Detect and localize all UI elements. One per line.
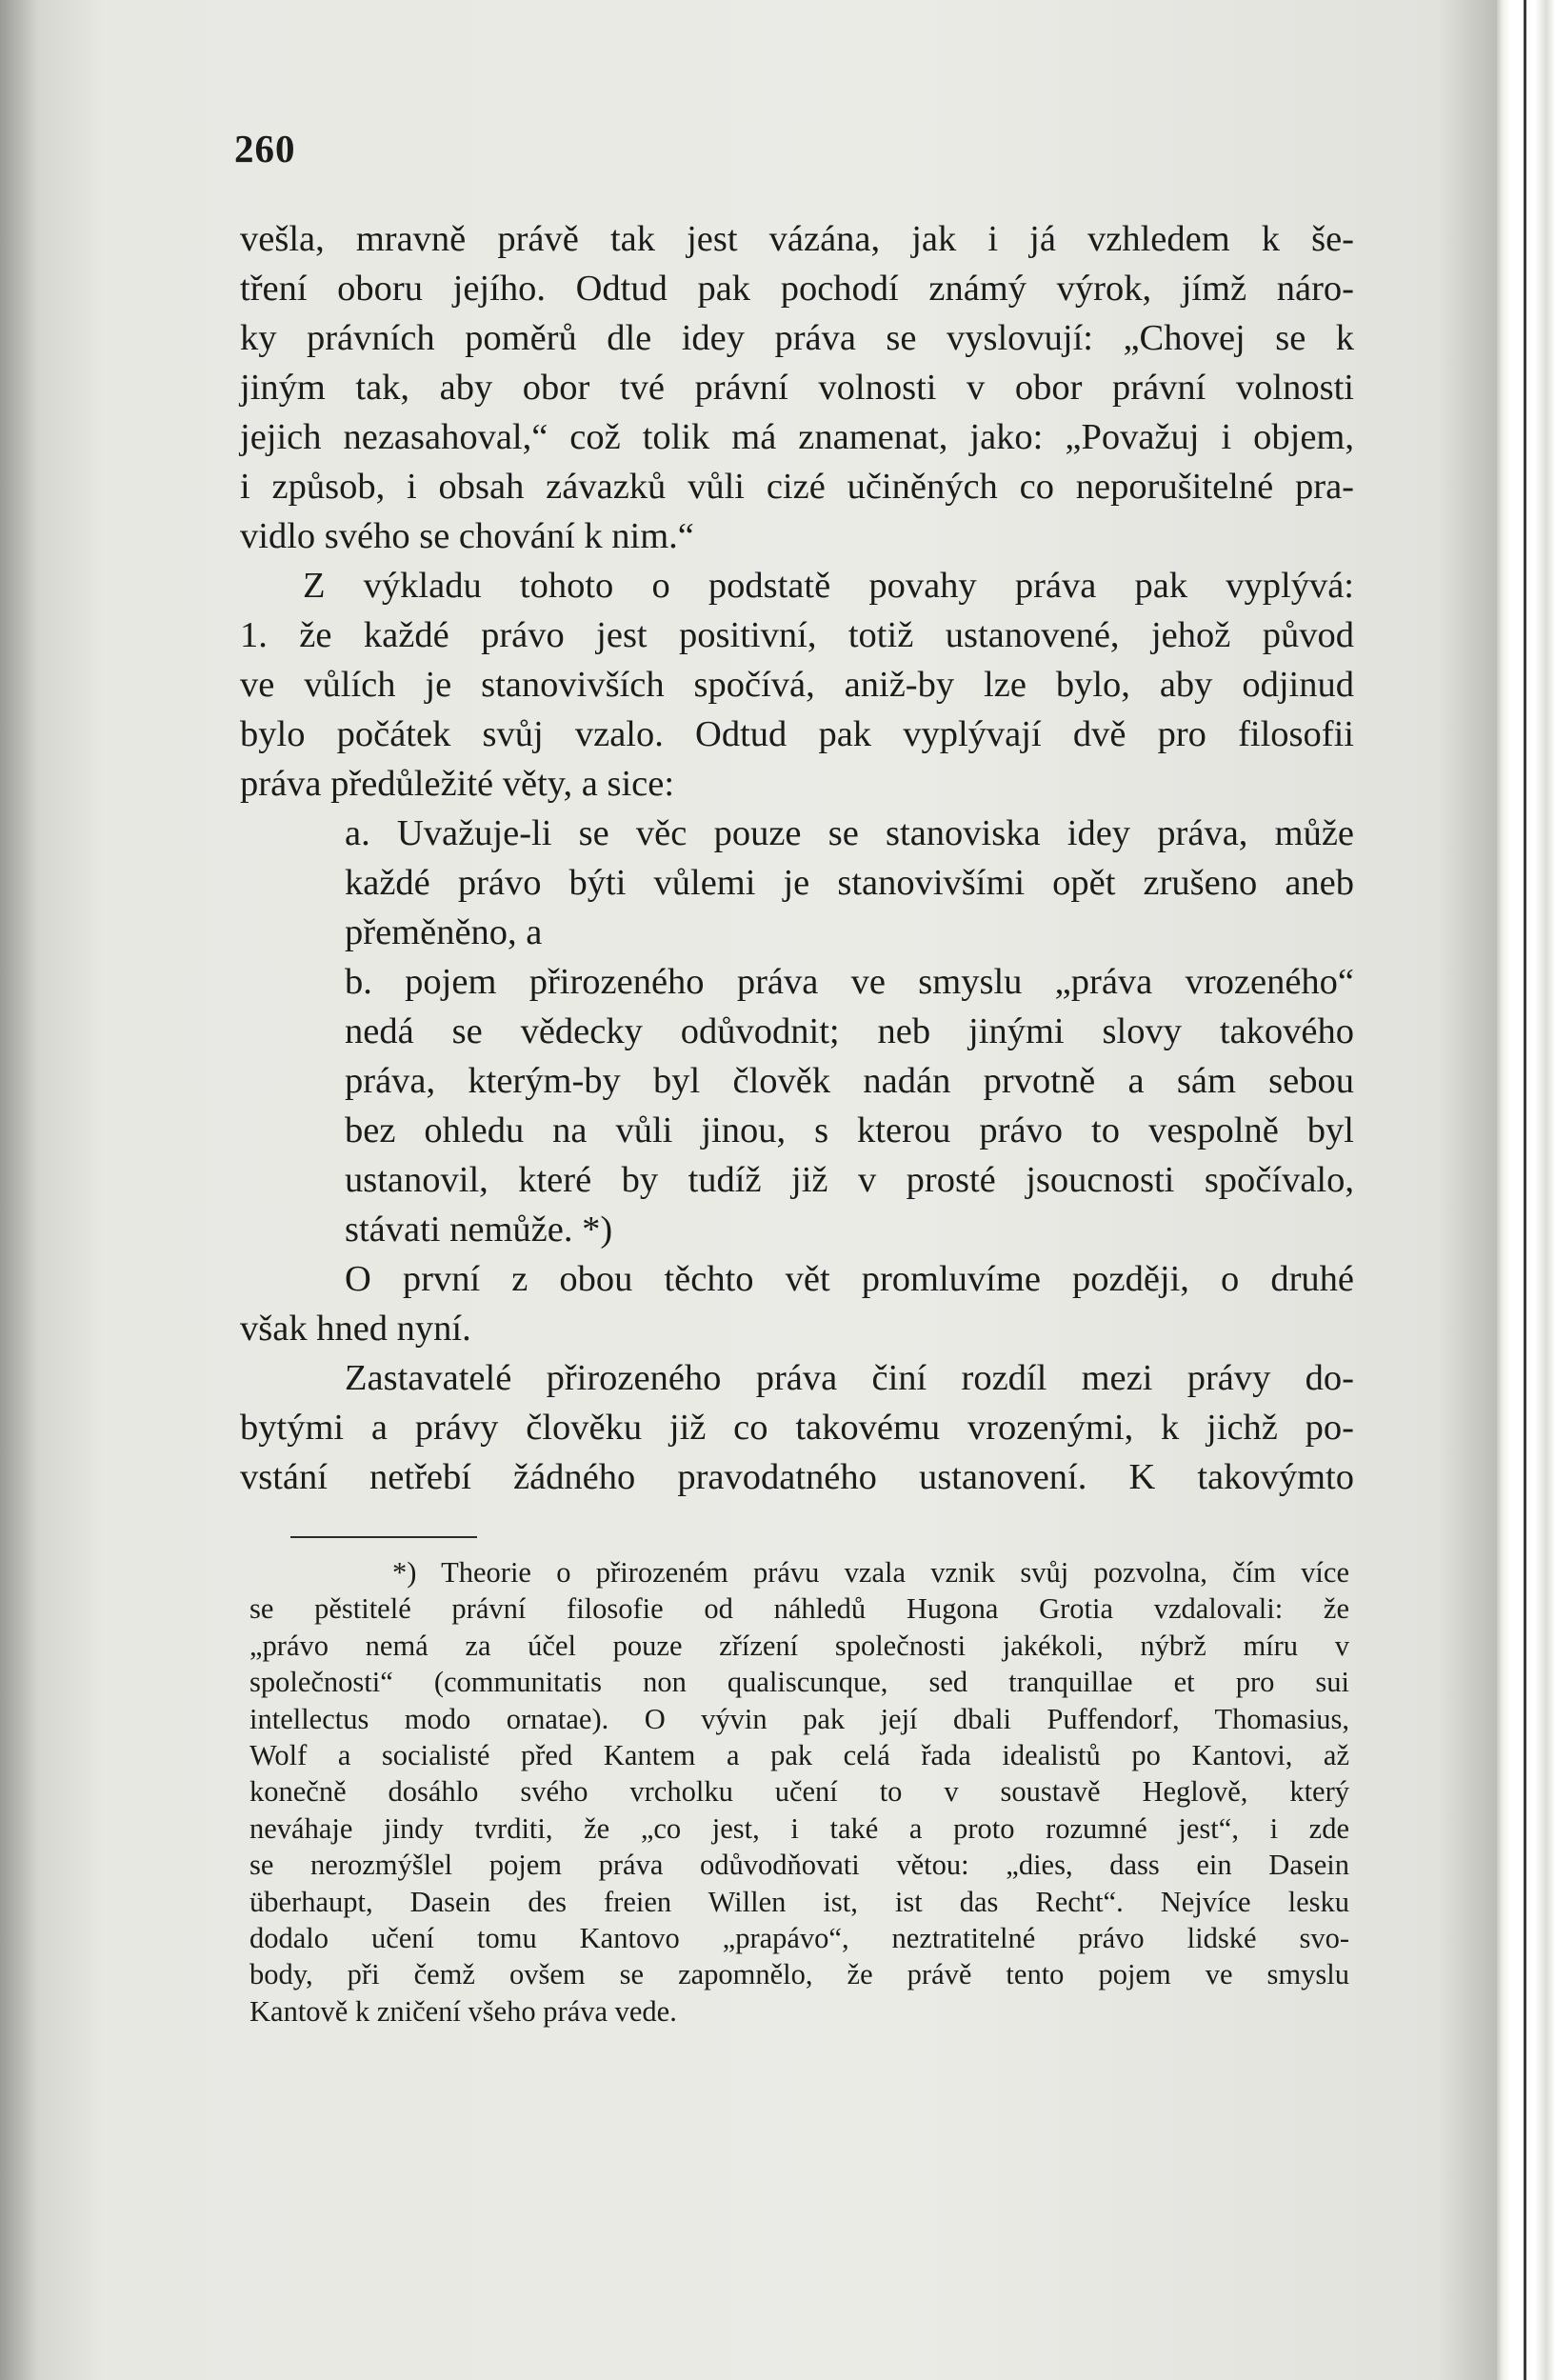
footnote-line: se nerozmýšlel pojem práva odůvodňovati větou: „dies, dass ein Dasein bbox=[249, 1849, 1349, 1882]
text-line: jiným tak, aby obor tvé právní volnosti v obor právní volnosti bbox=[240, 368, 1354, 408]
footnote-line: dodalo učení tomu Kantovo „prapávo“, neztratitelné právo lidské svo- bbox=[249, 1922, 1349, 1955]
footnote-line: intellectus modo ornatae). O vývin pak její dbali Puffendorf, Thomasius, bbox=[249, 1702, 1349, 1735]
text-line: vstání netřebí žádného pravodatného ustanovení. K takovýmto bbox=[240, 1457, 1354, 1497]
text-line: Z výkladu tohoto o podstatě povahy práva pak vyplývá: bbox=[303, 566, 1354, 606]
text-line: každé právo býti vůlemi je stanovivšími opět zrušeno aneb bbox=[345, 863, 1354, 903]
footnote-line: Wolf a socialisté před Kantem a pak celá řada idealistů po Kantovi, až bbox=[249, 1739, 1349, 1772]
binding-line bbox=[1524, 0, 1526, 2380]
text-line: 1. že každé právo jest positivní, totiž ustanovené, jehož původ bbox=[240, 615, 1354, 655]
text-line: stávati nemůže. *) bbox=[345, 1210, 613, 1250]
text-line: vešla, mravně právě tak jest vázána, jak i já vzhledem k še- bbox=[240, 219, 1354, 259]
text-line: O první z obou těchto vět promluvíme později, o druhé bbox=[345, 1259, 1354, 1299]
text-line: ustanovil, které by tudíž již v prosté jsoucnosti spočívalo, bbox=[345, 1160, 1354, 1200]
text-line: však hned nyní. bbox=[240, 1309, 471, 1349]
text-line: b. pojem přirozeného práva ve smyslu „práva vrozeného“ bbox=[345, 962, 1354, 1002]
footnote-line: body, při čemž ovšem se zapomnělo, že právě tento pojem ve smyslu bbox=[249, 1958, 1349, 1991]
footnote-line: überhaupt, Dasein des freien Willen ist, ist das Recht“. Nejvíce lesku bbox=[249, 1885, 1349, 1918]
footnote-line: se pěstitelé právní filosofie od náhledů Hugona Grotia vzdalovali: že bbox=[249, 1592, 1349, 1626]
text-line: tření oboru jejího. Odtud pak pochodí známý výrok, jímž náro- bbox=[240, 269, 1354, 309]
text-line: práva, kterým-by byl člověk nadán prvotně a sám sebou bbox=[345, 1061, 1354, 1101]
footnote-line: neváhaje jindy tvrditi, že „co jest, i také a proto rozumné jest“, i zde bbox=[249, 1811, 1349, 1845]
page-number: 260 bbox=[234, 127, 296, 170]
main-text bbox=[240, 214, 1354, 1502]
text-line: bylo počátek svůj vzalo. Odtud pak vyplývají dvě pro filosofii bbox=[240, 714, 1354, 754]
footnote-divider bbox=[290, 1536, 477, 1538]
text-line: přeměněno, a bbox=[345, 912, 543, 952]
text-line: i způsob, i obsah závazků vůli cizé učiněných co neporušitelné pra- bbox=[240, 467, 1354, 507]
footnote bbox=[249, 1554, 1349, 2030]
footnote-line: *) Theorie o přirozeném právu vzala vznik svůj pozvolna, čím více bbox=[392, 1556, 1349, 1589]
text-line: práva předůležité věty, a sice: bbox=[240, 764, 675, 804]
text-line: vidlo svého se chování k nim.“ bbox=[240, 516, 694, 556]
footnote-line: konečně dosáhlo svého vrcholku učení to v soustavě Heglově, který bbox=[249, 1775, 1349, 1809]
footnote-line: „právo nemá za účel pouze zřízení společnosti jakékoli, nýbrž míru v bbox=[249, 1629, 1349, 1662]
text-line: bytými a právy člověku již co takovému vrozenými, k jichž po- bbox=[240, 1408, 1354, 1448]
text-line: Zastavatelé přirozeného práva činí rozdíl mezi právy do- bbox=[345, 1358, 1354, 1398]
text-line: jejich nezasahoval,“ což tolik má znamenat, jako: „Považuj i objem, bbox=[240, 417, 1354, 457]
footnote-line: Kantově k zničení všeho práva vede. bbox=[249, 1994, 677, 2028]
text-line: ky právních poměrů dle idey práva se vyslovují: „Chovej se k bbox=[240, 318, 1354, 358]
text-line: a. Uvažuje-li se věc pouze se stanoviska idey práva, může bbox=[345, 813, 1354, 853]
footnote-line: společnosti“ (communitatis non qualiscunque, sed tranquillae et pro sui bbox=[249, 1666, 1349, 1699]
text-line: nedá se vědecky odůvodnit; neb jinými slovy takového bbox=[345, 1011, 1354, 1051]
text-line: bez ohledu na vůli jinou, s kterou právo to vespolně byl bbox=[345, 1110, 1354, 1150]
text-line: ve vůlích je stanovivších spočívá, aniž-by lze bylo, aby odjinud bbox=[240, 665, 1354, 705]
